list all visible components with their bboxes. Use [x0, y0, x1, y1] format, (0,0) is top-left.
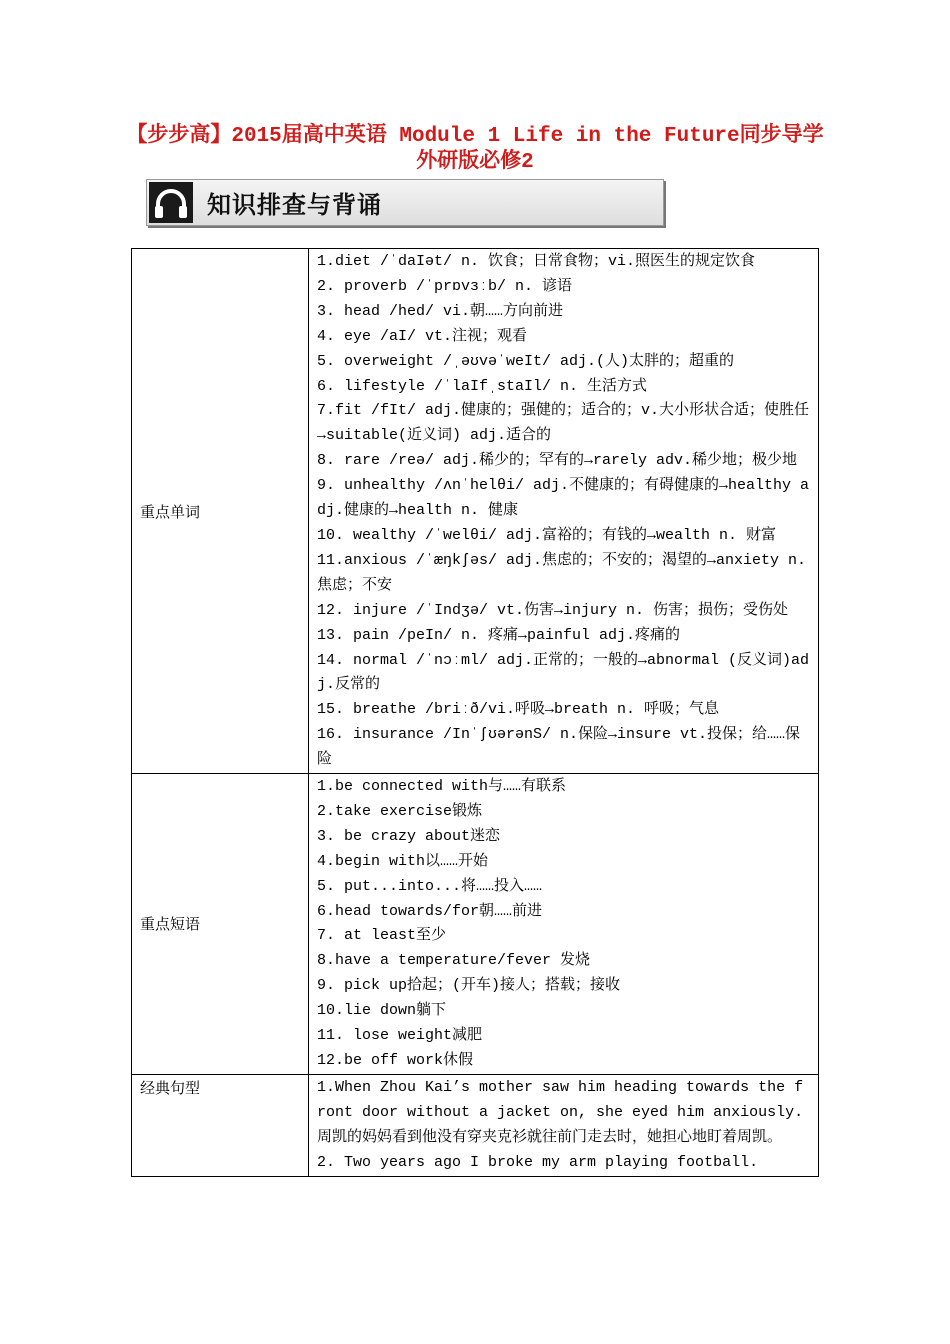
list-item: 16. insurance /InˈʃʊərənS/ n.保险→insure vt.投保；给……保险: [317, 726, 801, 769]
table-row: [132, 774, 819, 1075]
title-line-2: 外研版必修2: [416, 151, 534, 174]
list-item: 10.lie down躺下: [317, 1002, 447, 1020]
knowledge-table: [131, 248, 819, 1177]
list-item: 12.be off work休假: [317, 1052, 474, 1069]
category-cell: 重点短语: [132, 774, 309, 1075]
headphones-icon: [149, 182, 193, 223]
banner-label: 知识排查与背诵: [207, 191, 382, 219]
table-row: [132, 1074, 819, 1176]
list-item: 5. overweight /ˌəʊvəˈweIt/ adj.(人)太胖的；超重的: [317, 352, 735, 370]
list-item: 2. Two years ago I broke my arm playing football.: [317, 1153, 759, 1171]
section-banner: [146, 179, 664, 226]
list-item: 6.head towards/for朝……前进: [317, 902, 543, 920]
content-cell: [309, 249, 819, 774]
content-cell: [309, 774, 819, 1075]
list-item: 2.take exercise锻炼: [317, 802, 483, 820]
list-item: 1.be connected with与……有联系: [317, 778, 567, 796]
list-item: 14. normal /ˈnɔːml/ adj.正常的；一般的→abnormal (反义词)adj.反常的: [317, 651, 810, 694]
list-item: 1.diet /ˈdaIət/ n. 饮食；日常食物；vi.照医生的规定饮食: [317, 253, 756, 270]
list-item: 7.fit /fIt/ adj.健康的；强健的；适合的；v.大小形状合适；使胜任→suitable(近义词) adj.适合的: [317, 402, 810, 445]
list-item: 4. eye /aI/ vt.注视；观看: [317, 327, 528, 345]
list-item: 11. lose weight减肥: [317, 1027, 483, 1045]
list-item: 7. at least至少: [317, 927, 447, 945]
table-row: [132, 249, 819, 774]
list-item: 13. pain /peIn/ n. 疼痛→painful adj.疼痛的: [317, 626, 681, 644]
list-item: 1.When Zhou Kai’s mother saw him heading towards the front door without a jacket on, she eyed him anxiously.: [317, 1078, 804, 1121]
content-cell: [309, 1074, 819, 1176]
list-item: 2. proverb /ˈprɒvɜːb/ n. 谚语: [317, 277, 573, 295]
document-title: [80, 124, 870, 176]
list-item: 9. unhealthy /ʌnˈhelθi/ adj.不健康的；有碍健康的→healthy adj.健康的→health n. 健康: [317, 477, 810, 520]
list-item: 9. pick up拾起；(开车)接人；搭载；接收: [317, 977, 621, 995]
list-item: 3. be crazy about迷恋: [317, 827, 501, 845]
list-item: 3. head /hed/ vi.朝……方向前进: [317, 302, 564, 320]
list-item: 10. wealthy /ˈwelθi/ adj.富裕的；有钱的→wealth n. 财富: [317, 526, 777, 544]
title-line-1: 【步步高】2015届高中英语 Module 1 Life in the Future同步导学: [126, 125, 824, 148]
list-item: 8.have a temperature/fever 发烧: [317, 952, 591, 970]
list-item: 12. injure /ˈIndʒə/ vt.伤害→injury n. 伤害；损伤；受伤处: [317, 601, 789, 619]
list-item: 6. lifestyle /ˈlaIfˌstaIl/ n. 生活方式: [317, 377, 648, 395]
category-cell: 重点单词: [132, 249, 309, 774]
category-cell: 经典句型: [132, 1074, 309, 1176]
list-item: 15. breathe /briːð/vi.呼吸→breath n. 呼吸；气息: [317, 701, 720, 719]
list-item: 8. rare /reə/ adj.稀少的；罕有的→rarely adv.稀少地；极少地: [317, 452, 798, 470]
list-item: 周凯的妈妈看到他没有穿夹克衫就往前门走去时，她担心地盯着周凯。: [317, 1128, 783, 1146]
list-item: 4.begin with以……开始: [317, 852, 489, 870]
list-item: 11.anxious /ˈæŋkʃəs/ adj.焦虑的；不安的；渴望的→anxiety n.焦虑；不安: [317, 551, 807, 594]
list-item: 5. put...into...将……投入……: [317, 877, 543, 895]
